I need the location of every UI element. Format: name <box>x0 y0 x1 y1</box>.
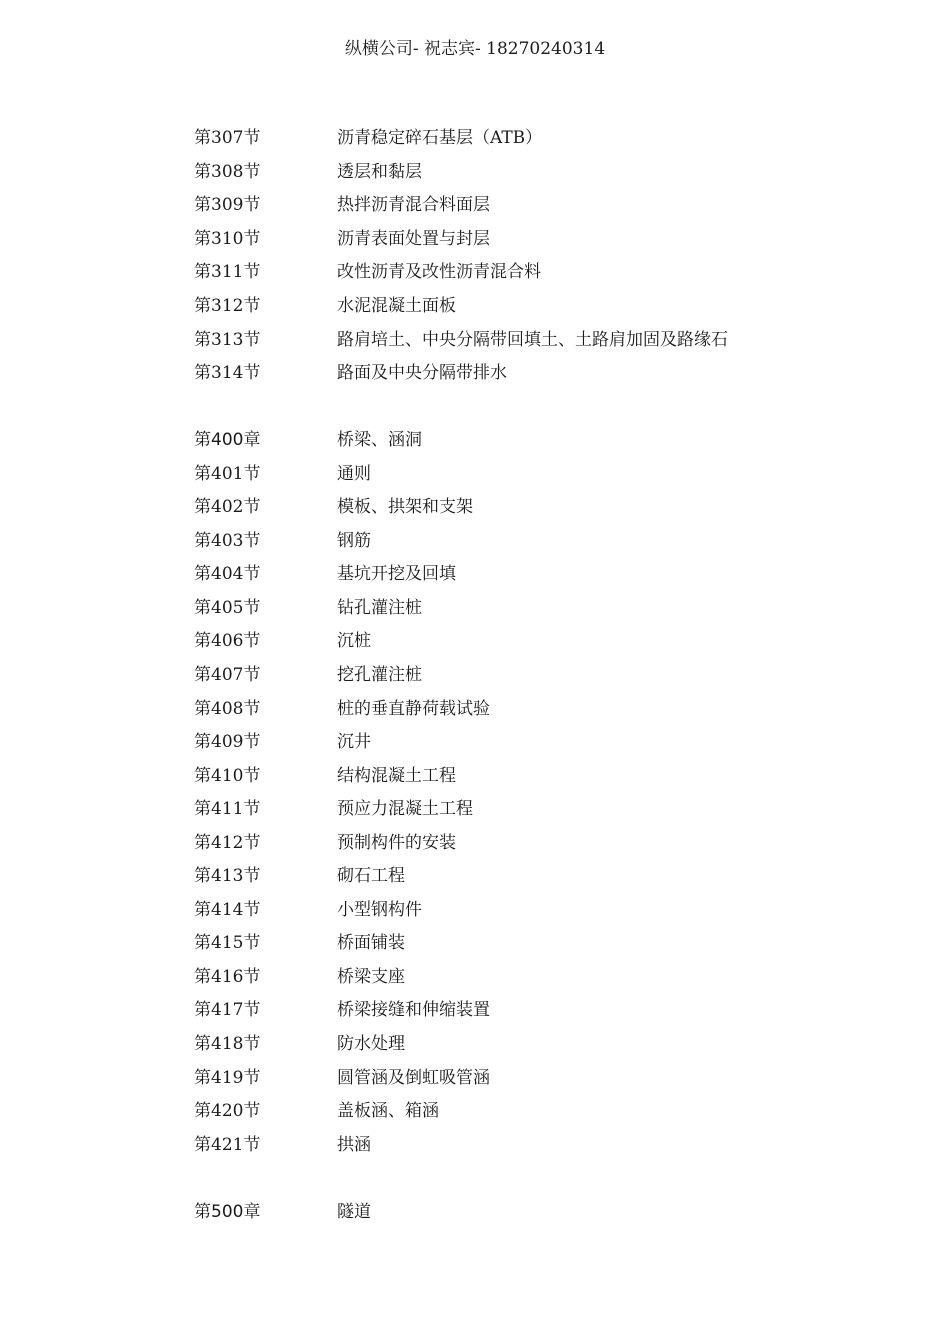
section-number: 第414节 <box>194 899 261 920</box>
toc-row <box>194 823 814 857</box>
section-number: 第312节 <box>194 296 261 316</box>
section-title: 热拌沥青混合料面层 <box>337 195 490 216</box>
toc-row <box>194 589 814 623</box>
toc-row <box>194 1092 814 1126</box>
toc-row <box>194 320 814 354</box>
toc-row <box>194 723 814 757</box>
section-number: 第417节 <box>194 1000 261 1021</box>
section-number: 第421节 <box>194 1134 261 1155</box>
section-number: 第412节 <box>194 832 261 853</box>
section-title: 沉井 <box>337 732 371 753</box>
section-title: 桩的垂直静荷载试验 <box>337 698 490 719</box>
chapter-heading-500 <box>194 1193 814 1227</box>
section-number: 第411节 <box>194 799 261 820</box>
section-title: 通则 <box>337 463 371 484</box>
section-list-300 <box>194 119 814 387</box>
section-title: 盖板涵、箱涵 <box>337 1101 439 1122</box>
section-number: 第404节 <box>194 564 261 585</box>
section-number: 第310节 <box>194 228 261 249</box>
section-number: 第403节 <box>194 530 261 551</box>
section-number: 第402节 <box>194 497 261 518</box>
section-number: 第410节 <box>194 765 261 786</box>
section-title: 沥青稳定碎石基层（ATB） <box>337 128 543 149</box>
section-title: 沉桩 <box>337 631 371 652</box>
toc-row <box>194 924 814 958</box>
section-number: 第409节 <box>194 732 261 753</box>
chapter-heading-400 <box>194 421 814 455</box>
toc-row <box>194 354 814 388</box>
toc-row <box>194 253 814 287</box>
toc-row <box>194 454 814 488</box>
section-list-400 <box>194 454 814 1158</box>
section-title: 桥面铺装 <box>337 933 405 954</box>
section-number: 第407节 <box>194 665 261 686</box>
section-title: 路面及中央分隔带排水 <box>337 363 507 384</box>
section-title: 钻孔灌注桩 <box>337 597 422 618</box>
section-title: 路肩培土、中央分隔带回填土、土路肩加固及路缘石 <box>337 329 728 350</box>
toc-row <box>194 522 814 556</box>
toc-row <box>194 555 814 589</box>
section-title: 钢筋 <box>337 530 371 551</box>
toc-row <box>194 287 814 321</box>
section-title: 水泥混凝土面板 <box>337 296 456 316</box>
section-number: 第401节 <box>194 463 261 484</box>
toc-row <box>194 891 814 925</box>
section-title: 预应力混凝土工程 <box>337 799 473 820</box>
section-number: 第307节 <box>194 128 261 149</box>
section-number: 第416节 <box>194 966 261 987</box>
section-number: 第309节 <box>194 195 261 216</box>
section-number: 第405节 <box>194 597 261 618</box>
section-number: 第419节 <box>194 1067 261 1088</box>
section-number: 第308节 <box>194 161 261 182</box>
section-title: 结构混凝土工程 <box>337 765 456 786</box>
section-number: 第418节 <box>194 1034 261 1055</box>
toc-row <box>194 186 814 220</box>
section-number: 第314节 <box>194 363 261 384</box>
toc-row <box>194 622 814 656</box>
chapter-number: 第500章 <box>194 1201 261 1222</box>
toc-row <box>194 1058 814 1092</box>
section-title: 改性沥青及改性沥青混合料 <box>337 262 541 283</box>
table-of-contents <box>194 119 814 1226</box>
toc-row <box>194 220 814 254</box>
toc-row <box>194 689 814 723</box>
section-number: 第313节 <box>194 329 261 350</box>
section-title: 透层和黏层 <box>337 161 422 182</box>
toc-row <box>194 958 814 992</box>
page-header: 纵横公司- 祝志宾- 18270240314 <box>344 39 606 59</box>
section-number: 第311节 <box>194 262 261 283</box>
section-title: 防水处理 <box>337 1034 405 1055</box>
spacer <box>194 387 814 421</box>
section-title: 挖孔灌注桩 <box>337 665 422 686</box>
section-title: 沥青表面处置与封层 <box>337 228 490 249</box>
section-title: 模板、拱架和支架 <box>337 497 473 518</box>
toc-row <box>194 488 814 522</box>
chapter-number: 第400章 <box>194 430 261 451</box>
section-title: 桥梁接缝和伸缩装置 <box>337 1000 490 1021</box>
section-title: 砌石工程 <box>337 866 405 887</box>
toc-row <box>194 656 814 690</box>
section-title: 拱涵 <box>337 1134 371 1155</box>
section-title: 小型钢构件 <box>337 899 422 920</box>
toc-row <box>194 153 814 187</box>
section-title: 基坑开挖及回填 <box>337 564 456 585</box>
section-title: 桥梁支座 <box>337 966 405 987</box>
toc-row <box>194 119 814 153</box>
toc-row <box>194 991 814 1025</box>
toc-row <box>194 1025 814 1059</box>
toc-row <box>194 857 814 891</box>
toc-row <box>194 756 814 790</box>
section-number: 第406节 <box>194 631 261 652</box>
section-number: 第420节 <box>194 1101 261 1122</box>
toc-row <box>194 790 814 824</box>
toc-row <box>194 1125 814 1159</box>
chapter-title: 桥梁、涵洞 <box>337 430 422 451</box>
section-number: 第415节 <box>194 933 261 954</box>
chapter-title: 隧道 <box>337 1201 371 1222</box>
section-number: 第408节 <box>194 698 261 719</box>
section-title: 圆管涵及倒虹吸管涵 <box>337 1067 490 1088</box>
section-title: 预制构件的安装 <box>337 832 456 853</box>
spacer <box>194 1159 814 1193</box>
section-number: 第413节 <box>194 866 261 887</box>
